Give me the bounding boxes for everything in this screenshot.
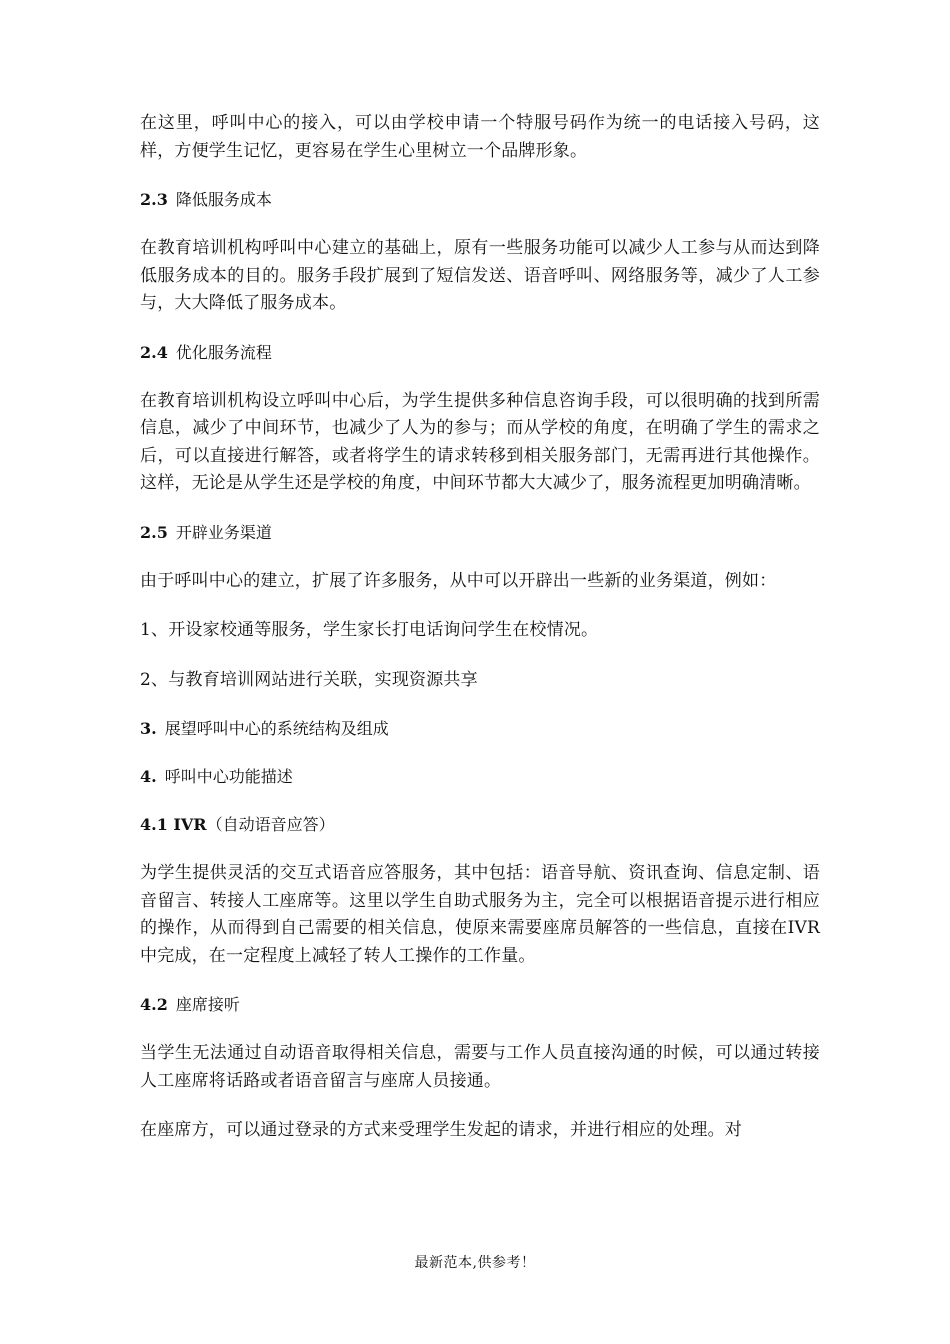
heading-title: （自动语音应答）: [206, 815, 335, 834]
heading-title: 座席接听: [175, 995, 240, 1014]
heading-number: 3.: [140, 719, 157, 738]
heading-4-2: [140, 992, 820, 1018]
paragraph-2-5: 由于呼叫中心的建立，扩展了许多服务，从中可以开辟出一些新的业务渠道，例如：: [140, 570, 777, 591]
list-item-1: 1、开设家校通等服务，学生家长打电话询问学生在校情况。: [140, 620, 599, 640]
heading-title: 展望呼叫中心的系统结构及组成: [164, 719, 389, 738]
heading-number: 4.1 IVR: [140, 815, 207, 834]
heading-3: [140, 716, 820, 742]
heading-4-1: [140, 812, 820, 838]
heading-title: 呼叫中心功能描述: [164, 767, 293, 786]
paragraph-4-3: 在座席方，可以通过登录的方式来受理学生发起的请求，并进行相应的处理。对: [140, 1120, 742, 1140]
heading-2-4: [140, 340, 820, 366]
heading-number: 2.5: [140, 522, 168, 542]
paragraph-2-4: 在教育培训机构设立呼叫中心后，为学生提供多种信息咨询手段，可以很明确的找到所需信息，减少了中间环节，也减少了人为的参与；而从学校的角度，在明确了学生的需求之后，可以直接进行解答，或者将学生的请求转移到相关服务部门，无需再进行其他操作。这样，无论是从学生还是学校的角度，中间环节都大大减少了，服务流程更加明确清晰。: [140, 390, 820, 493]
heading-4: [140, 764, 820, 790]
heading-number: 4.2: [140, 995, 168, 1014]
paragraph-4-1: 为学生提供灵活的交互式语音应答服务，其中包括：语音导航、资讯查询、信息定制、语音留言、转接人工座席等。这里以学生自助式服务为主，完全可以根据语音提示进行相应的操作，从而得到自己需要的相关信息，使原来需要座席员解答的一些信息，直接在IVR中完成，在一定程度上减轻了转人工操作的工作量。: [140, 863, 820, 966]
heading-title: 优化服务流程: [175, 342, 272, 362]
heading-number: 2.3: [140, 190, 168, 209]
heading-number: 2.4: [140, 342, 168, 362]
heading-2-5: [140, 520, 820, 546]
heading-title: 降低服务成本: [175, 190, 272, 209]
page-footer: 最新范本,供参考！: [414, 1255, 536, 1271]
list-item-2: 2、与教育培训网站进行关联，实现资源共享: [140, 669, 478, 690]
paragraph-2-3: 在教育培训机构呼叫中心建立的基础上，原有一些服务功能可以减少人工参与从而达到降低服务成本的目的。服务手段扩展到了短信发送、语音呼叫、网络服务等，减少了人工参与，大大降低了服务成本。: [140, 238, 820, 313]
heading-2-3: [140, 187, 820, 213]
paragraph-4-2: 当学生无法通过自动语音取得相关信息，需要与工作人员直接沟通的时候，可以通过转接人工座席将话路或者语音留言与座席人员接通。: [140, 1043, 820, 1091]
heading-number: 4.: [140, 767, 157, 786]
heading-title: 开辟业务渠道: [175, 522, 272, 542]
document-body: [140, 110, 820, 1167]
paragraph-intro: 在这里，呼叫中心的接入，可以由学校申请一个特服号码作为统一的电话接入号码，这样，方便学生记忆，更容易在学生心里树立一个品牌形象。: [140, 113, 820, 161]
